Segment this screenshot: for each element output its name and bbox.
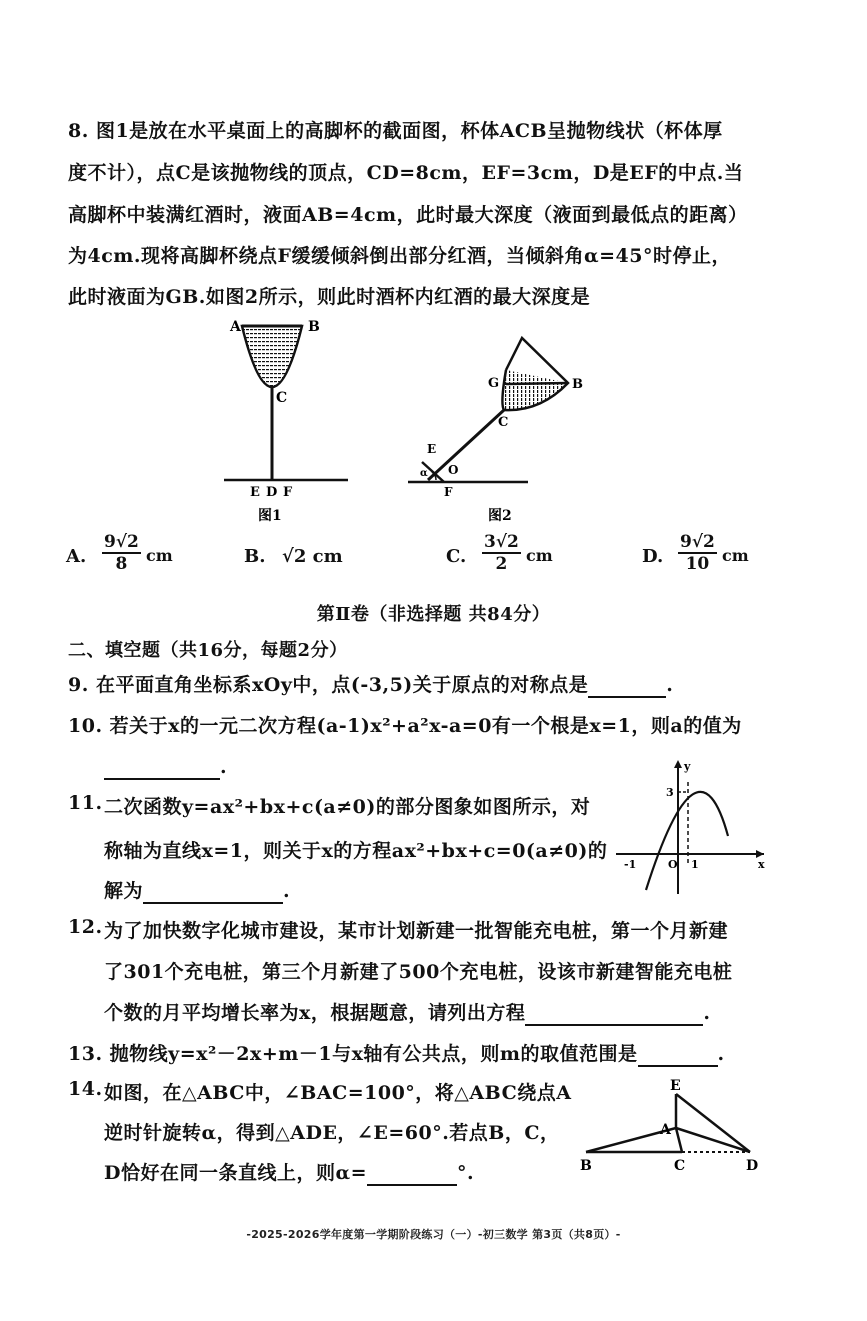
q14-line-3 xyxy=(104,1158,474,1186)
q14-rotation-figure xyxy=(574,1072,764,1176)
choice-a-num: 9√2 xyxy=(104,532,139,552)
q13-answer-blank[interactable] xyxy=(638,1043,718,1067)
q14-line-1: 如图，在△ABC中，∠BAC=100°，将△ABC绕点A xyxy=(104,1082,572,1104)
q8-line-4: 为4cm.现将高脚杯绕点F缓缓倾斜倒出部分红酒，当倾斜角α=45°时停止， xyxy=(68,245,731,267)
choice-c[interactable] xyxy=(446,532,576,584)
q11-parabola-graph xyxy=(612,756,770,896)
choice-a[interactable] xyxy=(66,532,186,584)
y-axis-label: y xyxy=(684,760,691,773)
parabola-curve xyxy=(646,792,728,890)
choice-c-den: 2 xyxy=(495,554,508,574)
label-f2: F xyxy=(444,485,453,499)
label-a: A xyxy=(230,319,241,335)
label-d3: D xyxy=(746,1158,759,1174)
label-b3: B xyxy=(580,1158,592,1174)
q12-line-3 xyxy=(104,998,710,1026)
q10-answer-blank[interactable] xyxy=(104,756,220,780)
choice-d-num: 9√2 xyxy=(680,532,715,552)
q11-line-3 xyxy=(104,876,290,904)
q14-number: 14. xyxy=(68,1078,103,1100)
label-o: O xyxy=(448,463,459,477)
choice-a-fraction xyxy=(102,532,141,574)
tilted-stem xyxy=(428,410,504,480)
choice-d[interactable] xyxy=(642,532,772,584)
label-d: D xyxy=(266,485,278,500)
q11-line-1: 二次函数y=ax²+bx+c(a≠0)的部分图象如图所示，对 xyxy=(104,796,591,818)
page-footer: -2025-2026学年度第一学期阶段练习（一）-初三数学 第3页（共8页）- xyxy=(246,1228,621,1241)
section-title: 第Ⅱ卷（非选择题 共84分） xyxy=(316,604,551,625)
segment-ed xyxy=(676,1094,750,1152)
choice-c-num: 3√2 xyxy=(484,532,519,552)
label-alpha: α xyxy=(420,468,428,479)
q14-line-3-text: D恰好在同一条直线上，则α= xyxy=(104,1162,368,1184)
label-c: C xyxy=(276,390,288,406)
q8-line-5: 此时液面为GB.如图2所示，则此时酒杯内红酒的最大深度是 xyxy=(68,286,591,308)
q14-end: °. xyxy=(457,1162,475,1184)
q9-end: . xyxy=(666,674,674,696)
choice-b-value: √2 cm xyxy=(282,546,343,567)
q10-answer-row xyxy=(104,756,227,780)
tick-1: 1 xyxy=(691,858,699,871)
choice-a-label: A. xyxy=(66,546,87,567)
x-axis-label: x xyxy=(758,858,765,871)
figure-1-caption: 图1 xyxy=(258,508,282,524)
x-axis-arrow xyxy=(756,850,764,858)
segment-ac xyxy=(676,1128,682,1152)
choice-c-unit: cm xyxy=(526,546,553,565)
label-e3: E xyxy=(670,1078,681,1094)
q13-end: . xyxy=(717,1043,725,1065)
q13 xyxy=(68,1039,725,1067)
q12-answer-blank[interactable] xyxy=(525,1002,703,1026)
y-axis-arrow xyxy=(674,760,682,768)
q8-line-1: 8. 图1是放在水平桌面上的高脚杯的截面图，杯体ACB呈抛物线状（杯体厚 xyxy=(68,120,723,142)
q10-text: 10. 若关于x的一元二次方程(a-1)x²+a²x-a=0有一个根是x=1，则a的值为 xyxy=(68,715,742,737)
q10-end: . xyxy=(220,756,228,778)
q8-line-2: 度不计），点C是该抛物线的顶点，CD=8cm，EF=3cm，D是EF的中点.当 xyxy=(68,162,744,184)
label-a3: A xyxy=(660,1122,671,1138)
tick-neg1: -1 xyxy=(624,858,637,871)
origin-label: O xyxy=(668,858,678,871)
label-e: E xyxy=(250,485,260,500)
choice-c-fraction xyxy=(482,532,521,574)
q12-end: . xyxy=(703,1002,711,1024)
choice-b[interactable] xyxy=(244,532,364,584)
q9-text: 9. 在平面直角坐标系xOy中，点(-3,5)关于原点的对称点是 xyxy=(68,674,589,696)
choice-d-unit: cm xyxy=(722,546,749,565)
tick-3-y: 3 xyxy=(666,786,674,799)
label-f: F xyxy=(283,485,293,500)
q9-answer-blank[interactable] xyxy=(588,674,666,698)
q11-end: . xyxy=(283,880,291,902)
choice-a-den: 8 xyxy=(115,554,128,574)
q12-line-1: 为了加快数字化城市建设，某市计划新建一批智能充电桩，第一个月新建 xyxy=(104,920,729,942)
segment-ad xyxy=(676,1128,750,1152)
q12-line-2: 了301个充电桩，第三个月新建了500个充电桩，设该市新建智能充电桩 xyxy=(104,961,733,983)
q12-line-3-text: 个数的月平均增长率为x，根据题意，请列出方程 xyxy=(104,1002,526,1024)
q13-text: 13. 抛物线y=x²－2x+m－1与x轴有公共点，则m的取值范围是 xyxy=(68,1043,638,1065)
choice-d-label: D. xyxy=(642,546,664,567)
q12-number: 12. xyxy=(68,916,103,938)
label-g: G xyxy=(488,376,500,391)
choice-c-label: C. xyxy=(446,546,467,567)
label-b: B xyxy=(308,319,320,335)
q11-number: 11. xyxy=(68,792,103,814)
fill-blank-part-title: 二、填空题（共16分，每题2分） xyxy=(68,640,348,661)
figure-2-tilted-goblet xyxy=(400,326,600,532)
label-e2: E xyxy=(427,442,437,456)
q14-answer-blank[interactable] xyxy=(367,1162,457,1186)
choice-b-label: B. xyxy=(244,546,266,567)
goblet-bowl-wine xyxy=(242,326,302,387)
q8-line-3: 高脚杯中装满红酒时，液面AB=4cm，此时最大深度（液面到最低点的距离） xyxy=(68,204,748,226)
choice-d-fraction xyxy=(678,532,717,574)
q9 xyxy=(68,670,673,698)
choice-a-unit: cm xyxy=(146,546,173,565)
figure-2-caption: 图2 xyxy=(488,508,512,524)
q11-line-3-text: 解为 xyxy=(104,880,144,902)
q11-answer-blank[interactable] xyxy=(143,880,283,904)
label-b2: B xyxy=(572,377,583,392)
label-c3: C xyxy=(674,1158,686,1174)
liquid-surface-gb xyxy=(506,383,568,384)
choice-d-den: 10 xyxy=(685,554,710,574)
label-c2: C xyxy=(498,415,509,430)
figure-1-goblet xyxy=(210,312,370,532)
q14-line-2: 逆时针旋转α，得到△ADE，∠E=60°.若点B，C， xyxy=(104,1122,560,1144)
q11-line-2: 称轴为直线x=1，则关于x的方程ax²+bx+c=0(a≠0)的 xyxy=(104,840,608,862)
